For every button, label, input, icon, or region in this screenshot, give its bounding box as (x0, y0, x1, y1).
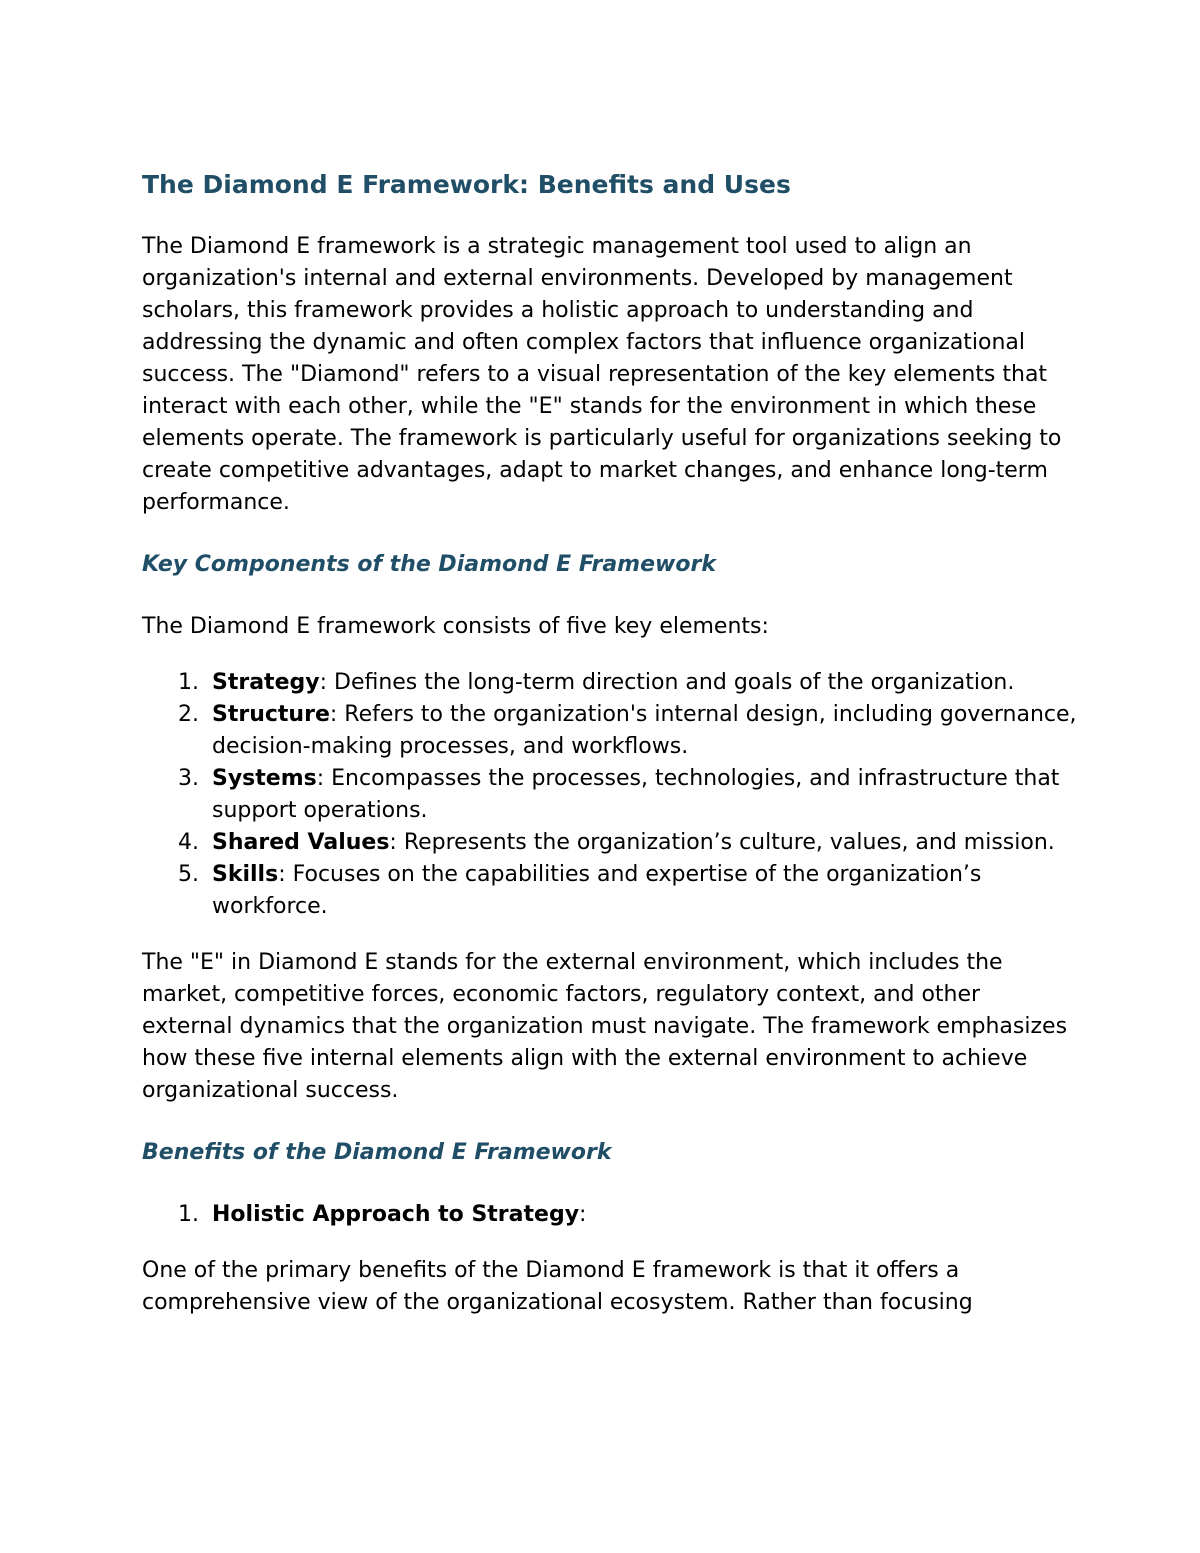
item-term: Holistic Approach to Strategy (212, 1202, 580, 1227)
document-title: The Diamond E Framework: Benefits and Uses (142, 170, 791, 199)
list-item: 2. Structure: Refers to the organization's internal design, including governance, decision-making processes, and workflows. (178, 702, 1077, 759)
components-heading: Key Components of the Diamond E Framework (142, 552, 716, 577)
item-desc: : Encompasses the processes, technologies, and infrastructure that support operations. (212, 766, 1060, 823)
item-desc: : Focuses on the capabilities and expertise of the organization’s workforce. (212, 862, 982, 919)
list-item: 1. Holistic Approach to Strategy: (178, 1202, 587, 1227)
list-item: 4. Shared Values: Represents the organization’s culture, values, and mission. (178, 830, 1055, 855)
environment-paragraph: The "E" in Diamond E stands for the external environment, which includes the market, competitive forces, economic factors, regulatory context, and other external dynamics that the organization must navigate. The framework emphasizes how these five internal elements align with the external environment to achieve organizational success. (142, 950, 1068, 1103)
benefits-list (142, 1199, 1077, 1231)
list-item: 1. Strategy: Defines the long-term direction and goals of the organization. (178, 670, 1015, 695)
item-term: Shared Values (212, 830, 390, 855)
benefits-heading: Benefits of the Diamond E Framework (142, 1140, 612, 1165)
item-desc: : (579, 1202, 587, 1227)
benefit1-paragraph: One of the primary benefits of the Diamond E framework is that it offers a comprehensive view of the organizational ecosystem. Rather than focusing (142, 1258, 973, 1315)
item-term: Strategy (212, 670, 320, 695)
item-term: Structure (212, 702, 330, 727)
list-item: 3. Systems: Encompasses the processes, technologies, and infrastructure that support operations. (178, 766, 1060, 823)
document-page (142, 168, 1077, 1319)
item-desc: : Defines the long-term direction and goals of the organization. (319, 670, 1015, 695)
item-term: Systems (212, 766, 317, 791)
item-desc: : Refers to the organization's internal design, including governance, decision-making processes, and workflows. (212, 702, 1077, 759)
item-term: Skills (212, 862, 279, 887)
item-desc: : Represents the organization’s culture, values, and mission. (389, 830, 1055, 855)
intro-paragraph: The Diamond E framework is a strategic management tool used to align an organization's internal and external environments. Developed by management scholars, this framework provides a holistic approach to understanding and addressing the dynamic and often complex factors that influence organizational success. The "Diamond" refers to a visual representation of the key elements that interact with each other, while the "E" stands for the environment in which these elements operate. The framework is particularly useful for organizations seeking to create competitive advantages, adapt to market changes, and enhance long-term performance. (142, 234, 1062, 515)
list-item: 5. Skills: Focuses on the capabilities and expertise of the organization’s workforce. (178, 862, 982, 919)
components-list (142, 667, 1077, 923)
components-lead: The Diamond E framework consists of five key elements: (142, 614, 769, 639)
